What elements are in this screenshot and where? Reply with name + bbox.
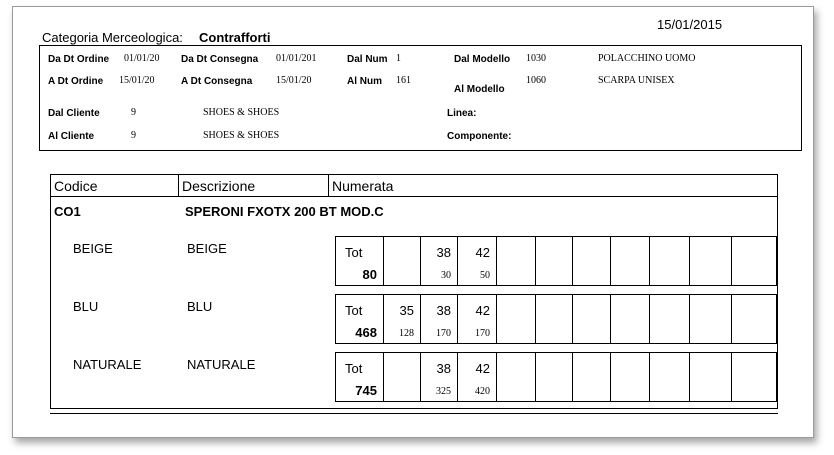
header-divider xyxy=(328,175,329,196)
al-cliente-label: Al Cliente xyxy=(48,131,95,142)
row-total: 745 xyxy=(355,383,377,398)
group-code: CO1 xyxy=(54,204,81,219)
table-header xyxy=(51,174,777,197)
row-code: BLU xyxy=(73,299,99,314)
header-descrizione: Descrizione xyxy=(182,178,256,194)
al-modello-label: Al Modello xyxy=(454,84,505,95)
dal-num-label: Dal Num xyxy=(347,54,388,65)
size-cell xyxy=(384,353,421,401)
da-dt-ordine-value: 01/01/20 xyxy=(124,53,160,64)
size-cell xyxy=(458,353,497,401)
al-modello-desc: SCARPA UNISEX xyxy=(598,75,675,86)
size-cell xyxy=(650,237,690,285)
row-total: 80 xyxy=(362,267,377,282)
size-cell xyxy=(536,295,573,343)
size-cell xyxy=(497,353,536,401)
header-divider xyxy=(178,175,179,196)
order-table xyxy=(50,174,778,408)
al-num-value: 161 xyxy=(396,75,411,86)
category-label: Categoria Merceologica: xyxy=(42,30,183,45)
size-cell xyxy=(421,353,458,401)
row-description: BLU xyxy=(187,299,213,314)
size-cell xyxy=(573,295,611,343)
size-cell xyxy=(611,353,650,401)
size-label: 38 xyxy=(436,245,451,260)
size-cell xyxy=(732,295,776,343)
tot-label: Tot xyxy=(345,245,363,260)
size-cell xyxy=(384,295,421,343)
size-cell xyxy=(497,237,536,285)
filter-box xyxy=(39,45,802,151)
size-cell xyxy=(573,237,611,285)
dal-modello-label: Dal Modello xyxy=(454,54,511,65)
tot-label: Tot xyxy=(345,303,363,318)
size-cell xyxy=(421,237,458,285)
tot-label: Tot xyxy=(345,361,363,376)
size-qty: 170 xyxy=(436,328,451,339)
size-cell xyxy=(611,237,650,285)
a-dt-ordine-value: 15/01/20 xyxy=(119,75,155,86)
size-label: 42 xyxy=(475,361,490,376)
category-value: Contrafforti xyxy=(199,30,271,45)
dal-cliente-label: Dal Cliente xyxy=(48,108,100,119)
componente-label: Componente: xyxy=(447,131,512,142)
size-label: 42 xyxy=(475,245,490,260)
dal-cliente-name: SHOES & SHOES xyxy=(203,107,280,118)
size-qty: 420 xyxy=(475,386,490,397)
group-description: SPERONI FXOTX 200 BT MOD.C xyxy=(185,204,384,219)
da-dt-consegna-label: Da Dt Consegna xyxy=(181,54,259,65)
size-qty: 128 xyxy=(399,328,414,339)
row-description: NATURALE xyxy=(187,357,256,372)
al-cliente-code: 9 xyxy=(131,130,136,141)
dal-modello-desc: POLACCHINO UOMO xyxy=(598,53,696,64)
size-cell xyxy=(458,295,497,343)
row-code: BEIGE xyxy=(73,241,113,256)
row-total: 468 xyxy=(355,325,377,340)
size-cell xyxy=(421,295,458,343)
a-dt-consegna-label: A Dt Consegna xyxy=(181,76,253,87)
size-qty: 30 xyxy=(441,270,451,281)
size-qty: 50 xyxy=(480,270,490,281)
total-cell xyxy=(336,237,384,285)
dal-cliente-code: 9 xyxy=(131,107,136,118)
size-cell xyxy=(690,237,732,285)
size-qty: 170 xyxy=(475,328,490,339)
size-cell xyxy=(690,353,732,401)
size-label: 42 xyxy=(475,303,490,318)
total-cell xyxy=(336,295,384,343)
header-numerata: Numerata xyxy=(332,178,394,194)
size-cell xyxy=(732,237,776,285)
size-cell xyxy=(690,295,732,343)
size-cell xyxy=(650,295,690,343)
size-cell xyxy=(573,353,611,401)
dal-modello-code: 1030 xyxy=(526,53,546,64)
size-cell xyxy=(536,353,573,401)
size-cell xyxy=(536,237,573,285)
row-description: BEIGE xyxy=(187,241,227,256)
row-code: NATURALE xyxy=(73,357,142,372)
da-dt-ordine-label: Da Dt Ordine xyxy=(48,54,110,65)
size-cell xyxy=(650,353,690,401)
size-grid xyxy=(335,294,777,344)
linea-label: Linea: xyxy=(447,108,477,119)
size-label: 38 xyxy=(436,361,451,376)
size-label: 35 xyxy=(399,303,414,318)
size-grid xyxy=(335,352,777,402)
size-label: 38 xyxy=(436,303,451,318)
table-bottom-rule xyxy=(50,413,778,414)
size-qty: 325 xyxy=(436,386,451,397)
da-dt-consegna-value: 01/01/201 xyxy=(276,53,317,64)
size-cell xyxy=(384,237,421,285)
al-num-label: Al Num xyxy=(347,76,382,87)
al-cliente-name: SHOES & SHOES xyxy=(203,130,280,141)
size-cell xyxy=(497,295,536,343)
header-codice: Codice xyxy=(54,178,98,194)
dal-num-value: 1 xyxy=(396,53,401,64)
table-bottom-rule xyxy=(50,408,778,409)
report-date: 15/01/2015 xyxy=(657,17,723,32)
size-cell xyxy=(611,295,650,343)
a-dt-ordine-label: A Dt Ordine xyxy=(48,76,104,87)
total-cell xyxy=(336,353,384,401)
size-grid xyxy=(335,236,777,286)
al-modello-code: 1060 xyxy=(526,75,546,86)
report-page xyxy=(12,6,814,438)
a-dt-consegna-value: 15/01/20 xyxy=(276,75,312,86)
size-cell xyxy=(458,237,497,285)
size-cell xyxy=(732,353,776,401)
